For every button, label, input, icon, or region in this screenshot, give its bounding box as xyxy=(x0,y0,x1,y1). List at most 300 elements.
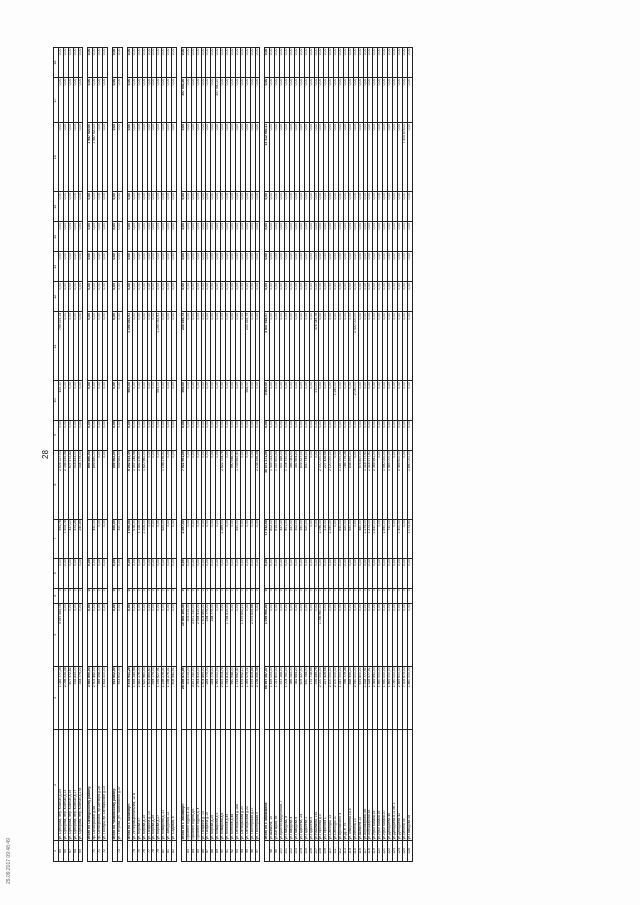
table-cell: 0 xyxy=(319,588,324,603)
table-cell: 430,00 xyxy=(93,519,98,558)
table-cell: 0,00 xyxy=(191,450,196,519)
table-cell: 0,00 xyxy=(231,420,236,450)
table-cell: 0,00 xyxy=(285,558,290,588)
table-cell: 14 xyxy=(54,222,59,252)
table-cell: 0,00 xyxy=(211,78,216,123)
table-cell: 0,00 xyxy=(98,282,103,312)
table-cell: 0,00 xyxy=(393,123,398,192)
table-cell: 1 090 000,00 xyxy=(393,666,398,729)
table-cell: 0,00 xyxy=(191,312,196,381)
table-cell: 0 xyxy=(314,588,319,603)
table-cell: ул. Суворова, пер. Южный д.13 xyxy=(63,729,68,840)
table-cell: 0,00 xyxy=(373,252,378,282)
table-cell: 0,00 xyxy=(63,381,68,420)
table-cell: 0,00 xyxy=(289,558,294,588)
table-cell: 85 xyxy=(196,840,201,861)
table-cell: 2 297,00 xyxy=(181,519,186,558)
table-cell: 0,00 xyxy=(397,192,402,222)
table-cell: 1 198 276,31 xyxy=(162,450,167,519)
table-cell: 0,00 xyxy=(152,420,157,450)
table-cell: 0,00 xyxy=(142,48,147,78)
table-cell: 0,00 xyxy=(329,381,334,420)
table-cell: 0,00 xyxy=(226,252,231,282)
table-cell: 0,00 xyxy=(167,558,172,588)
table-cell: 0,00 xyxy=(196,192,201,222)
table-cell: ул.Буйнакского 4 xyxy=(339,729,344,840)
table-cell: 0,00 xyxy=(343,252,348,282)
table-cell: 0,00 xyxy=(383,282,388,312)
table-cell: 0,00 xyxy=(152,312,157,381)
table-cell: 0,00 xyxy=(132,192,137,222)
table-cell: 0,00 xyxy=(206,558,211,588)
table-cell: 77 xyxy=(147,840,152,861)
table-cell: 0 xyxy=(339,588,344,603)
table-cell: 0,00 xyxy=(250,78,255,123)
table-cell: 0,00 xyxy=(98,420,103,450)
table-cell: 0,00 xyxy=(378,48,383,78)
table-cell: 0,00 xyxy=(117,123,122,192)
table-cell: 0,00 xyxy=(103,222,108,252)
table-cell: 0,00 xyxy=(201,282,206,312)
table-cell: 0,00 xyxy=(368,603,373,666)
table-cell: 0,00 xyxy=(275,252,280,282)
rotated-table-container xyxy=(40,47,613,862)
table-cell: 89 xyxy=(216,840,221,861)
table-cell: 665,00 xyxy=(157,381,162,420)
table-cell: 0,00 xyxy=(339,192,344,222)
table-cell: 0,00 xyxy=(393,420,398,450)
table-cell: 0,00 xyxy=(127,420,132,450)
table-cell: 0,00 xyxy=(407,78,412,123)
table-cell: 67 xyxy=(68,840,73,861)
table-cell: 0 xyxy=(289,588,294,603)
table-cell: 0,00 xyxy=(378,222,383,252)
table-cell: 0,00 xyxy=(221,381,226,420)
table-cell: 0,00 xyxy=(289,603,294,666)
table-cell: 0 xyxy=(181,588,186,603)
table-cell: 0,00 xyxy=(289,48,294,78)
table-cell: 899 890,00 xyxy=(93,450,98,519)
table-cell: 608 941,51 xyxy=(172,666,177,729)
table-cell: 0,00 xyxy=(186,48,191,78)
table-cell: 0,00 xyxy=(93,381,98,420)
table-cell: 0,00 xyxy=(226,450,231,519)
table-cell: 0,00 xyxy=(353,420,358,450)
table-cell: 0,00 xyxy=(240,450,245,519)
table-cell: 2 100 000,00 xyxy=(329,666,334,729)
table-cell: 0,00 xyxy=(181,252,186,282)
table-cell: 0,00 xyxy=(201,78,206,123)
table-cell: 93 xyxy=(235,840,240,861)
table-cell: 0 xyxy=(255,588,260,603)
table-cell: 0,00 xyxy=(206,48,211,78)
table-cell: 0,00 xyxy=(407,420,412,450)
table-cell: 0,00 xyxy=(132,603,137,666)
table-cell: 233 165,73 xyxy=(181,312,186,381)
table-cell: 0,00 xyxy=(314,282,319,312)
table-cell: 1 439 023,00 xyxy=(270,450,275,519)
table-cell: 0,00 xyxy=(388,312,393,381)
table-cell: 0,00 xyxy=(250,222,255,252)
table-cell: 4 967 564,08 xyxy=(58,603,63,666)
table-cell: 0,00 xyxy=(334,603,339,666)
table-cell: 82 xyxy=(172,840,177,861)
table-cell: 0,00 xyxy=(388,48,393,78)
table-cell: 0,00 xyxy=(368,312,373,381)
table-cell: 0,00 xyxy=(117,603,122,666)
table-cell: 0,00 xyxy=(206,519,211,558)
table-cell: 0,00 xyxy=(343,312,348,381)
table-cell: 0,00 xyxy=(147,312,152,381)
table-cell: 0,00 xyxy=(339,252,344,282)
table-cell: ул.Свободы 11 xyxy=(334,729,339,840)
table-cell: 0,00 xyxy=(88,603,93,666)
table-cell: 126 xyxy=(407,840,412,861)
table-cell: 0,00 xyxy=(226,78,231,123)
table-cell: 0,00 xyxy=(397,123,402,192)
table-cell: 0,00 xyxy=(117,381,122,420)
table-cell: 0,00 xyxy=(245,78,250,123)
table-cell: 0,00 xyxy=(358,123,363,192)
table-cell: 0,00 xyxy=(113,603,118,666)
table-cell: 0,00 xyxy=(191,192,196,222)
table-cell: 0,00 xyxy=(186,420,191,450)
table-cell: 0,00 xyxy=(294,192,299,222)
table-cell: 0,00 xyxy=(73,252,78,282)
table-cell: ул. Гагарина д. 13 xyxy=(201,729,206,840)
table-cell: 0,00 xyxy=(299,192,304,222)
table-cell: 95 xyxy=(245,840,250,861)
table-cell: 0,00 xyxy=(63,222,68,252)
table-cell: 0,00 xyxy=(245,48,250,78)
table-cell: 0,00 xyxy=(402,420,407,450)
table-cell: 0,00 xyxy=(329,78,334,123)
table-cell: 0,00 xyxy=(314,222,319,252)
table-cell: 0,00 xyxy=(201,450,206,519)
table-cell: 0,00 xyxy=(98,192,103,222)
table-cell: 0,00 xyxy=(324,381,329,420)
table-cell: 1 369 579,01 xyxy=(245,666,250,729)
table-cell: 0 xyxy=(240,588,245,603)
table-cell: 0,00 xyxy=(63,192,68,222)
table-cell: 0,00 xyxy=(348,192,353,222)
table-cell: ул. Садовая, 6 xyxy=(172,729,177,840)
table-cell: 0,00 xyxy=(147,123,152,192)
table-cell: 1 004 750,00 xyxy=(285,666,290,729)
table-cell: 665,00 xyxy=(127,381,132,420)
table-cell: ул.Ирчи Казака 20 xyxy=(383,729,388,840)
table-cell: 0,00 xyxy=(216,558,221,588)
table-cell: 0,00 xyxy=(250,192,255,222)
table-cell: 0 xyxy=(117,588,122,603)
table-cell: 0,00 xyxy=(250,312,255,381)
table-cell: 0,00 xyxy=(221,252,226,282)
table-cell: 0,00 xyxy=(231,519,236,558)
table-cell: 437,10 xyxy=(68,519,73,558)
table-cell: 0,00 xyxy=(402,78,407,123)
table-cell: 0,00 xyxy=(373,123,378,192)
table-cell: 0,00 xyxy=(68,192,73,222)
table-cell: 0,00 xyxy=(73,381,78,420)
table-cell: 0,00 xyxy=(63,558,68,588)
table-cell: 0,00 xyxy=(235,192,240,222)
table-cell: 0,00 xyxy=(265,48,270,78)
table-cell: 2 882 276,00 xyxy=(137,450,142,519)
table-cell: 0,00 xyxy=(157,252,162,282)
table-cell: 68 697 487,57 xyxy=(265,666,270,729)
table-cell: 0,00 xyxy=(304,558,309,588)
table-cell: 0,00 xyxy=(132,123,137,192)
table-cell: 0,00 xyxy=(324,558,329,588)
table-cell: 1 439 023,00 xyxy=(270,666,275,729)
table-cell: 0,00 xyxy=(373,558,378,588)
table-cell: 0,00 xyxy=(353,282,358,312)
table-cell: 0,00 xyxy=(329,312,334,381)
table-cell: 1 195 052,91 xyxy=(127,312,132,381)
table-cell: 0,00 xyxy=(226,123,231,192)
table-cell: 0,00 xyxy=(231,222,236,252)
table-cell: 0,00 xyxy=(88,312,93,381)
table-cell: 0,00 xyxy=(353,450,358,519)
table-cell: 0,00 xyxy=(137,192,142,222)
table-cell: 0,00 xyxy=(98,78,103,123)
table-cell: ул. Октябрьская д.22 xyxy=(245,729,250,840)
table-cell: 0,00 xyxy=(132,78,137,123)
table-cell: 0,00 xyxy=(402,222,407,252)
table-cell: 1 784 815,00 xyxy=(226,666,231,729)
table-cell: 0,00 xyxy=(98,450,103,519)
table-cell: 537 168,00 xyxy=(280,666,285,729)
table-cell: 0,00 xyxy=(73,222,78,252)
table-cell: 0,00 xyxy=(343,123,348,192)
table-cell: 0,00 xyxy=(88,381,93,420)
table-cell: 559 662,00 xyxy=(113,450,118,519)
table-cell: 0 xyxy=(334,588,339,603)
table-cell: 0,00 xyxy=(113,123,118,192)
table-cell: 0,00 xyxy=(353,222,358,252)
table-cell: 0,00 xyxy=(255,252,260,282)
table-cell: 0,00 xyxy=(334,450,339,519)
table-cell: 0,00 xyxy=(216,420,221,450)
table-cell: 0,00 xyxy=(388,222,393,252)
table-cell: 2 575 824,88 xyxy=(250,603,255,666)
table-cell: 0 xyxy=(304,588,309,603)
table-cell: 0,00 xyxy=(368,252,373,282)
table-cell: 0,00 xyxy=(388,603,393,666)
table-cell: 227 428,68 xyxy=(324,666,329,729)
table-cell: 0,00 xyxy=(127,603,132,666)
table-cell: 0,00 xyxy=(280,252,285,282)
table-cell: 0,00 xyxy=(117,252,122,282)
table-cell: 0,00 xyxy=(132,312,137,381)
table-cell: 0,00 xyxy=(319,222,324,252)
table-cell: 786 779,36 xyxy=(343,450,348,519)
table-cell: 0,00 xyxy=(383,123,388,192)
table-cell: 0,00 xyxy=(309,123,314,192)
table-cell: 0,00 xyxy=(196,450,201,519)
table-cell: 0,00 xyxy=(63,282,68,312)
table-cell: 0,00 xyxy=(368,381,373,420)
table-cell: 0,00 xyxy=(358,558,363,588)
page-number: 28 xyxy=(41,450,50,459)
table-cell: 0,00 xyxy=(132,252,137,282)
table-cell: 0,00 xyxy=(162,381,167,420)
table-cell: 0 xyxy=(152,588,157,603)
table-cell: 0,00 xyxy=(373,78,378,123)
table-cell: 0,00 xyxy=(113,312,118,381)
table-cell: 0 xyxy=(402,588,407,603)
table-cell: 0,00 xyxy=(329,123,334,192)
table-cell: 0,00 xyxy=(407,603,412,666)
table-cell: 0,00 xyxy=(378,282,383,312)
table-cell: 0,00 xyxy=(353,123,358,192)
table-cell: 0,00 xyxy=(304,603,309,666)
table-cell: 0,00 xyxy=(289,420,294,450)
table-cell: ул. Интернациональная, 12 А xyxy=(132,729,137,840)
table-cell: 0,00 xyxy=(358,48,363,78)
table-cell: 0,00 xyxy=(167,252,172,282)
table-cell: 107 xyxy=(314,840,319,861)
table-cell: 0,00 xyxy=(226,222,231,252)
table-cell: 0,00 xyxy=(206,282,211,312)
table-cell: ул.Гаджиева 5 xyxy=(309,729,314,840)
table-cell: 0,00 xyxy=(294,603,299,666)
table-cell: 0,00 xyxy=(186,312,191,381)
table-cell: 0,00 xyxy=(113,558,118,588)
table-cell: 0,00 xyxy=(191,123,196,192)
table-cell: 0,00 xyxy=(152,282,157,312)
table-cell: 0,00 xyxy=(334,123,339,192)
table-cell: 0,00 xyxy=(240,252,245,282)
table-cell: 0,00 xyxy=(78,312,83,381)
table-cell: 0,00 xyxy=(304,282,309,312)
table-cell: 0 xyxy=(167,588,172,603)
table-cell: 0,00 xyxy=(309,519,314,558)
table-cell: ул. Кирова д.27 xyxy=(157,729,162,840)
table-cell: 0,00 xyxy=(319,381,324,420)
table-cell: 0,00 xyxy=(201,192,206,222)
table-cell: 0,00 xyxy=(103,603,108,666)
table-cell: 0,00 xyxy=(93,222,98,252)
table-cell: 2 050,00 xyxy=(353,381,358,420)
table-cell: 830,00 xyxy=(339,519,344,558)
table-cell: 0,00 xyxy=(270,123,275,192)
table-cell: 0,00 xyxy=(157,48,162,78)
table-cell: 1 604 865,00 xyxy=(201,603,206,666)
table-cell: 0,00 xyxy=(221,558,226,588)
table-cell: 0,00 xyxy=(147,450,152,519)
table-cell: 2 138 356,34 xyxy=(255,666,260,729)
table-cell: 0,00 xyxy=(304,381,309,420)
table-cell: 0,00 xyxy=(147,603,152,666)
table-cell: 0,00 xyxy=(206,420,211,450)
table-cell: 0,00 xyxy=(113,381,118,420)
table-cell: 0,00 xyxy=(378,558,383,588)
table-cell: 0,00 xyxy=(324,252,329,282)
table-cell: 0,00 xyxy=(63,603,68,666)
table-cell: 553 602,00 xyxy=(117,666,122,729)
table-cell: 0,00 xyxy=(309,381,314,420)
table-cell: 16 xyxy=(54,123,59,192)
table-cell: 0 xyxy=(93,588,98,603)
table-cell: 1 118,00 xyxy=(137,519,142,558)
table-cell: 0,00 xyxy=(201,558,206,588)
table-cell: 0,00 xyxy=(172,192,177,222)
table-cell: 0,00 xyxy=(353,558,358,588)
table-cell: 76 xyxy=(142,840,147,861)
table-cell: Итого по г. Махачкала: xyxy=(265,729,270,840)
table-cell: 70 xyxy=(93,840,98,861)
table-cell: 0 xyxy=(245,588,250,603)
table-cell: 0,00 xyxy=(294,123,299,192)
table-cell: 303 013,00 xyxy=(186,603,191,666)
table-cell: 5 xyxy=(54,588,59,603)
table-cell: 0,00 xyxy=(363,78,368,123)
table-cell: 0,00 xyxy=(373,603,378,666)
table-cell: 0,00 xyxy=(132,222,137,252)
table-cell: 120 xyxy=(378,840,383,861)
table-cell: 0,00 xyxy=(58,192,63,222)
table-cell: 0,00 xyxy=(196,558,201,588)
table-cell: 0,00 xyxy=(299,603,304,666)
table-cell: 0 xyxy=(206,588,211,603)
table-cell: 0 xyxy=(383,588,388,603)
table-cell: ул.Ленина 13 xyxy=(353,729,358,840)
table-cell: 0,00 xyxy=(167,381,172,420)
table-cell: 3 xyxy=(54,666,59,729)
table-cell: 0,00 xyxy=(211,123,216,192)
table-cell: 0,00 xyxy=(186,78,191,123)
table-cell: 799 375,14 xyxy=(58,312,63,381)
table-cell: 0,00 xyxy=(240,123,245,192)
table-cell: 0,00 xyxy=(255,420,260,450)
table-cell: 0,00 xyxy=(378,420,383,450)
table-cell: 0,00 xyxy=(157,123,162,192)
table-cell: 0,00 xyxy=(255,282,260,312)
table-cell: 0,00 xyxy=(334,252,339,282)
table-cell: 0,00 xyxy=(373,222,378,252)
table-cell: 0,00 xyxy=(388,78,393,123)
table-cell: 0 xyxy=(132,588,137,603)
table-cell: 227 428,68 xyxy=(324,450,329,519)
table-cell: 0,00 xyxy=(339,312,344,381)
table-cell: 381 664,20 xyxy=(294,450,299,519)
table-cell: 0,00 xyxy=(407,192,412,222)
table-cell: 0,00 xyxy=(329,48,334,78)
table-cell: 0,00 xyxy=(275,222,280,252)
table-cell: 0,00 xyxy=(152,252,157,282)
table-cell: 0,00 xyxy=(137,603,142,666)
table-cell: 10 804 160,49 xyxy=(181,603,186,666)
table-cell: 0,00 xyxy=(334,78,339,123)
table-cell: 594 775,00 xyxy=(152,666,157,729)
table-cell: 0,00 xyxy=(172,78,177,123)
table-cell: 0,00 xyxy=(275,78,280,123)
table-cell: 0,00 xyxy=(363,252,368,282)
table-cell: 69 xyxy=(78,840,83,861)
table-cell: ул. Победы, пр. Октябрьский д.13 xyxy=(103,729,108,840)
table-cell: 0,00 xyxy=(167,78,172,123)
table-cell: ул. Кирова д.25 xyxy=(211,729,216,840)
table-cell: 0,00 xyxy=(334,558,339,588)
table-cell: 0,00 xyxy=(285,252,290,282)
table-cell: 390,00 xyxy=(299,519,304,558)
table-cell: 0,00 xyxy=(167,420,172,450)
table-cell: 0,00 xyxy=(245,252,250,282)
table-cell: 17 xyxy=(54,78,59,123)
table-cell: 0,00 xyxy=(167,450,172,519)
table-cell: 0,00 xyxy=(103,48,108,78)
